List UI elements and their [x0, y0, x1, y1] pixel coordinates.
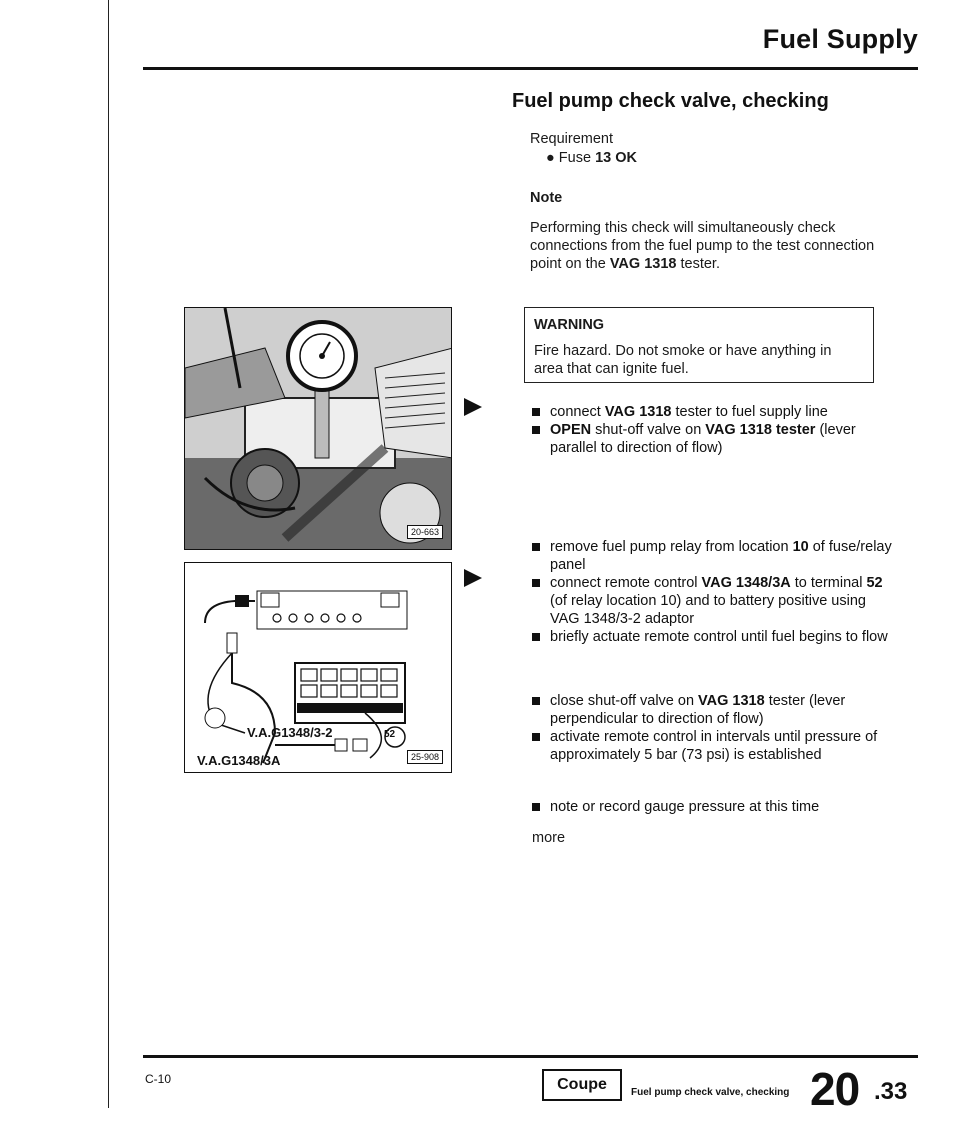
adaptor-callout: V.A.G1348/3-2 [247, 725, 333, 740]
requirement-label: Requirement [530, 131, 614, 147]
terminal-label: 52 [384, 729, 396, 740]
figure2-label: 25-908 [407, 750, 443, 764]
steps-group-2 [532, 538, 892, 646]
header-rule [143, 67, 918, 70]
list-item: activate remote control in intervals until pressure of approximately 5 bar (73 psi) is established [532, 728, 892, 764]
note-text-part1: Performing this check will simultaneously check connections from the fuel pump to the test connection point on the [530, 220, 875, 272]
note-text-part2: tester. [676, 256, 720, 272]
more-label: more [532, 830, 566, 846]
gauge-photo-illustration [185, 308, 452, 550]
list-item: note or record gauge pressure at this time [532, 798, 892, 816]
figure-gauge-photo [184, 307, 452, 550]
left-margin-rule [108, 0, 109, 1108]
page-header-title: Fuel Supply [762, 24, 918, 54]
note-text [530, 219, 875, 273]
model-badge: Coupe [542, 1069, 622, 1101]
warning-title: WARNING [534, 317, 605, 333]
steps-group-1 [532, 403, 892, 457]
note-text-bold: VAG 1318 [609, 256, 677, 272]
bullet-dot-icon: ● [546, 150, 555, 166]
list-item: connect remote control VAG 1348/3A to terminal 52 (of relay location 10) and to battery positive using VAG 1348/3-2 adaptor [532, 574, 892, 628]
wiring-diagram-illustration [185, 563, 452, 773]
page-number-major: 20 [810, 1063, 860, 1115]
list-item: remove fuel pump relay from location 10 of fuse/relay panel [532, 538, 892, 574]
note-label: Note [530, 190, 563, 206]
page-number-minor: .33 [874, 1078, 908, 1105]
warning-box [524, 307, 874, 383]
steps-group-3 [532, 692, 892, 764]
requirement-item [546, 149, 637, 167]
list-item: OPEN shut-off valve on VAG 1318 tester (lever parallel to direction of flow) [532, 421, 892, 457]
corner-code: C-10 [145, 1072, 172, 1086]
requirement-item-prefix: Fuse [558, 150, 596, 166]
figure-wiring-diagram [184, 562, 452, 773]
section-title: Fuel pump check valve, checking [512, 90, 829, 112]
figure2-pointer-arrow-icon [464, 569, 482, 587]
figure1-label: 20-663 [407, 525, 443, 539]
figure1-pointer-arrow-icon [464, 398, 482, 416]
footer-caption: Fuel pump check valve, checking [631, 1087, 790, 1098]
remote-control-callout: V.A.G1348/3A [197, 753, 281, 768]
steps-group-4 [532, 798, 892, 816]
requirement-item-bold: 13 OK [595, 150, 637, 166]
list-item: briefly actuate remote control until fuel begins to flow [532, 628, 892, 646]
warning-text: Fire hazard. Do not smoke or have anything in area that can ignite fuel. [534, 343, 832, 377]
list-item: close shut-off valve on VAG 1318 tester (lever perpendicular to direction of flow) [532, 692, 892, 728]
footer-rule [143, 1055, 918, 1058]
list-item: connect VAG 1318 tester to fuel supply line [532, 403, 892, 421]
